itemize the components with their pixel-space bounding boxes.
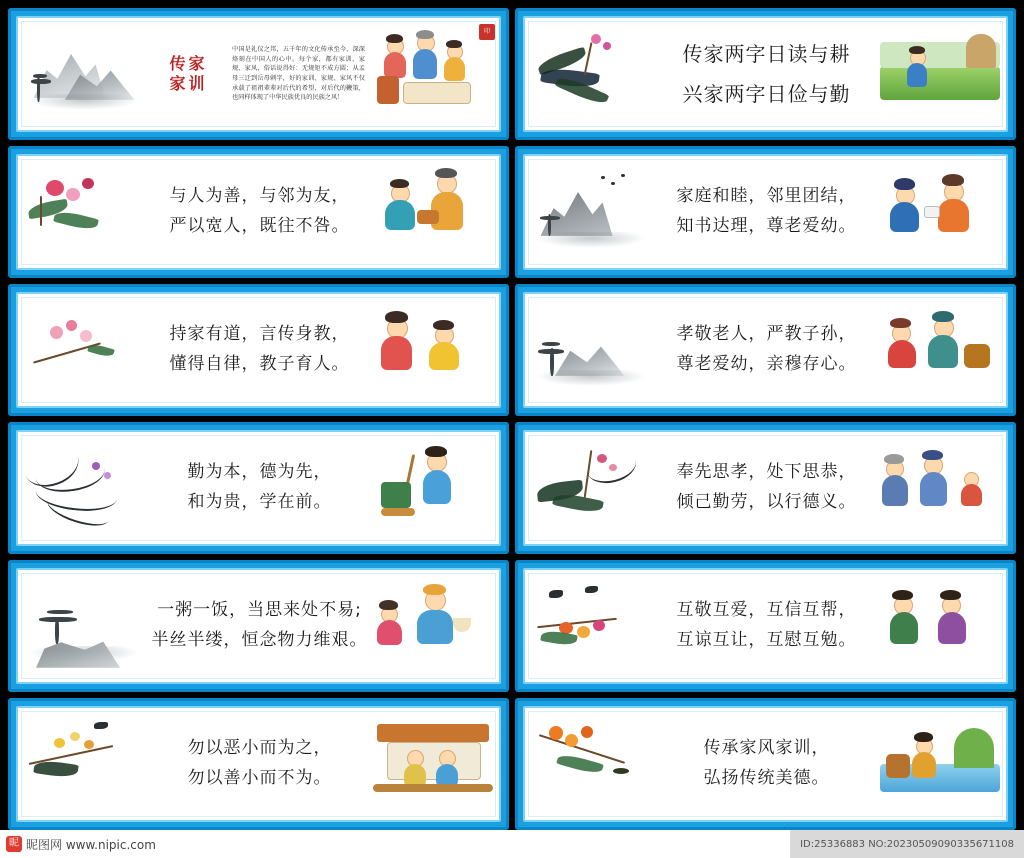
verse-text: [146, 458, 373, 518]
ink-landscape-art: [24, 24, 144, 123]
verse-line: 半丝半缕，恒念物力维艰。: [151, 630, 368, 650]
children-by-river-cartoon-art: [880, 714, 1000, 813]
ink-orchid-grass-art: [24, 438, 144, 537]
verse-line: 和为贵，学在前。: [187, 492, 332, 512]
verse-line: 勿以善小而不为。: [187, 768, 332, 788]
panel-2[interactable]: [8, 146, 509, 278]
verse-line: 勤为本，德为先，: [187, 462, 332, 483]
seal-stamp: 印: [479, 24, 495, 40]
panel-11-inner: [523, 706, 1008, 822]
children-at-gate-cartoon-art: [373, 714, 493, 813]
panel-10-inner: [16, 706, 501, 822]
footer-bar: [0, 830, 1024, 858]
panel-2-inner: [16, 154, 501, 270]
ink-pine-stone-art: [24, 576, 144, 675]
verse-line: 持家有道，言传身教，: [169, 324, 350, 345]
girl-sweeping-cartoon-art: [373, 438, 493, 537]
nipic-logo-icon: 昵: [6, 836, 22, 852]
birds-plum-branch-art: [24, 714, 144, 813]
panel-5[interactable]: [515, 284, 1016, 416]
verse-text: [653, 734, 880, 794]
panel-intro[interactable]: [8, 8, 509, 140]
mother-and-children-cartoon-art: [373, 300, 493, 399]
verse-line: 弘扬传统美德。: [703, 768, 830, 788]
panel-4[interactable]: [8, 284, 509, 416]
verse-text: [146, 596, 373, 656]
verse-line: 孝敬老人，严教子孙，: [676, 324, 857, 345]
farm-village-cartoon-art: [880, 24, 1000, 123]
watermark: [0, 836, 156, 853]
panel-8-inner: [16, 568, 501, 684]
ink-orchid-flower-art: [531, 24, 651, 123]
verse-line: 传家两字日读与耕: [682, 42, 851, 66]
verse-text: [653, 458, 880, 518]
panel-5-inner: [523, 292, 1008, 408]
panel-7[interactable]: [515, 422, 1016, 554]
verse-text: [653, 182, 880, 242]
two-boys-greeting-cartoon-art: [880, 576, 1000, 675]
ink-pine-rock-art: [531, 300, 651, 399]
verse-line: 严以宽人，既往不咎。: [169, 216, 350, 236]
verse-text: [146, 182, 373, 242]
lotus-reed-ink-art: [531, 438, 651, 537]
panel-9[interactable]: [515, 560, 1016, 692]
panel-1-inner: [523, 16, 1008, 132]
panel-9-inner: [523, 568, 1008, 684]
family-three-generations-cartoon-art: [880, 438, 1000, 537]
panel-10[interactable]: [8, 698, 509, 830]
verse-text: [653, 34, 880, 114]
panel-1[interactable]: [515, 8, 1016, 140]
verse-line: 懂得自律，教子育人。: [169, 354, 350, 374]
verse-line: 一粥一饭，当思来处不易;: [157, 600, 362, 621]
intro-paragraph: 中国是礼仪之邦，五千年的文化传承至今，深深烙刻在中国人的心中。每个家，都有家训、家规、家风，俗话说得好：无规矩不成方圆；从孟母三迁到岳母刺字，好的家训、家规、家风不仅承载了祖祖辈辈对后代的希望，对后代的鞭策，也同样体现了中华民族优良的民族之风！: [232, 46, 365, 102]
verse-line: 兴家两字日俭与勤: [682, 82, 851, 106]
children-serving-elders-cartoon-art: [880, 300, 1000, 399]
panel-3[interactable]: [515, 146, 1016, 278]
peony-branch-art: [24, 162, 144, 261]
panel-6[interactable]: [8, 422, 509, 554]
verse-line: 尊老爱幼，亲穆存心。: [676, 354, 857, 374]
plum-blossom-branch-art: [24, 300, 144, 399]
panel-3-inner: [523, 154, 1008, 270]
two-children-tea-cartoon-art: [880, 162, 1000, 261]
verse-line: 与人为善，与邻为友，: [169, 186, 350, 207]
panel-intro-inner: [16, 16, 501, 132]
board-title: [150, 54, 224, 94]
title-char: 传: [169, 54, 186, 73]
verse-text: [146, 320, 373, 380]
verse-line: 互谅互让，互慰互勉。: [676, 630, 857, 650]
bird-on-flower-branch-art: [531, 576, 651, 675]
verse-line: 勿以恶小而为之，: [187, 738, 332, 759]
elder-and-child-cartoon-art: [373, 162, 493, 261]
image-id-text: ID:25336883 NO:20230509090335671108: [790, 830, 1024, 858]
panel-7-inner: [523, 430, 1008, 546]
title-char: 家: [169, 74, 186, 93]
verse-text: [146, 734, 373, 794]
orange-lily-insect-art: [531, 714, 651, 813]
verse-line: 知书达理，尊老爱幼。: [676, 216, 857, 236]
panel-4-inner: [16, 292, 501, 408]
verse-line: 互敬互爱，互信互帮，: [676, 600, 857, 621]
panel-11[interactable]: [515, 698, 1016, 830]
title-char: 训: [188, 74, 205, 93]
verse-line: 传承家风家训，: [703, 738, 830, 759]
children-with-bowl-cartoon-art: [373, 576, 493, 675]
verse-text: [653, 320, 880, 380]
ink-village-birds-art: [531, 162, 651, 261]
panel-8[interactable]: [8, 560, 509, 692]
verse-line: 家庭和睦，邻里团结，: [676, 186, 857, 207]
panel-6-inner: [16, 430, 501, 546]
title-char: 家: [188, 54, 205, 73]
verse-line: 倾己勤劳，以行德义。: [676, 492, 857, 512]
family-teaching-cartoon-art: [373, 24, 493, 123]
verse-text: [653, 596, 880, 656]
watermark-text: 昵图网 www.nipic.com: [26, 837, 156, 852]
verse-line: 奉先思孝，处下思恭，: [676, 462, 857, 483]
